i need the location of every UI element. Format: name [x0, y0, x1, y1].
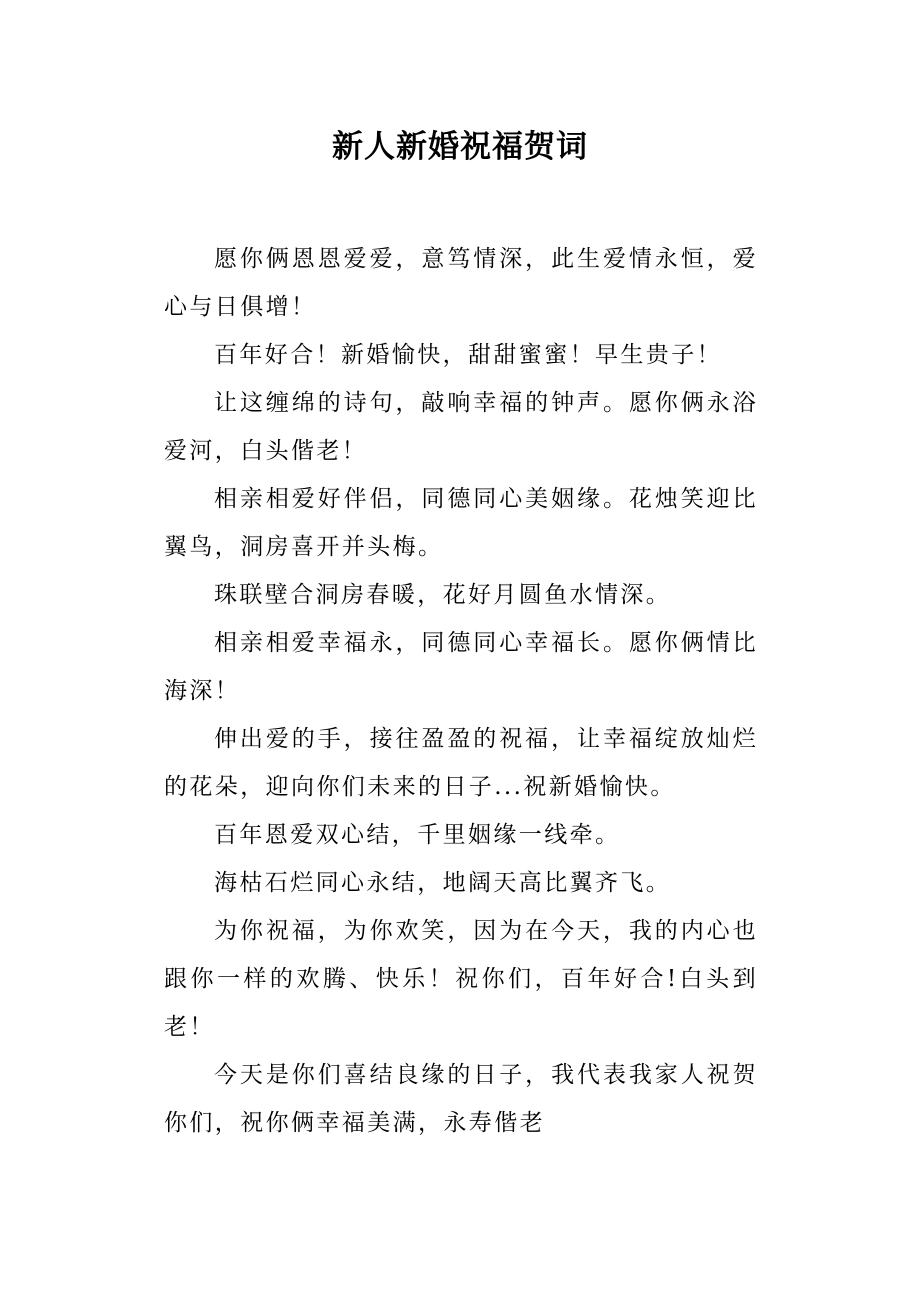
- paragraph: 相亲相爱幸福永，同德同心幸福长。愿你俩情比海深！: [164, 630, 758, 704]
- paragraph: 百年好合！新婚愉快，甜甜蜜蜜！早生贵子！: [214, 342, 722, 368]
- paragraph: 百年恩爱双心结，千里姻缘一线牵。: [214, 822, 621, 848]
- paragraph: 愿你俩恩恩爱爱，意笃情深，此生爱情永恒，爱心与日俱增！: [164, 246, 758, 320]
- paragraph: 为你祝福，为你欢笑，因为在今天，我的内心也跟你一样的欢腾、快乐！祝你们，百年好合!白头到老！: [164, 918, 758, 1040]
- paragraph: 相亲相爱好伴侣，同德同心美姻缘。花烛笑迎比翼鸟，洞房喜开并头梅。: [164, 486, 758, 560]
- paragraph: 海枯石烂同心永结，地阔天高比翼齐飞。: [214, 870, 672, 896]
- paragraph: 伸出爱的手，接往盈盈的祝福，让幸福绽放灿烂的花朵，迎向你们未来的日子...祝新婚愉快。: [164, 726, 758, 800]
- document-title: 新人新婚祝福贺词: [332, 129, 588, 165]
- document-body: [164, 235, 758, 1147]
- paragraph: 珠联壁合洞房春暖，花好月圆鱼水情深。: [214, 582, 672, 608]
- paragraph: 今天是你们喜结良缘的日子，我代表我家人祝贺你们，祝你俩幸福美满，永寿偕老: [164, 1062, 758, 1136]
- paragraph: 让这缠绵的诗句，敲响幸福的钟声。愿你俩永浴爱河，白头偕老！: [164, 390, 758, 464]
